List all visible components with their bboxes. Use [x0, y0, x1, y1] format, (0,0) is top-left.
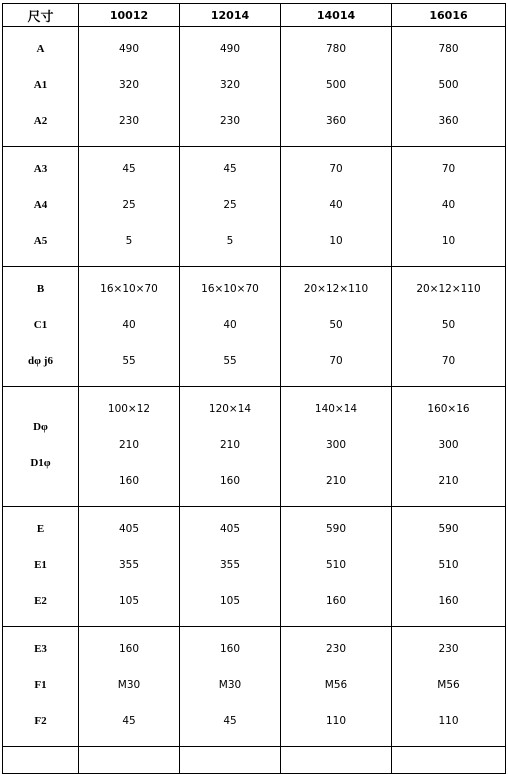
- dimension-value: 590: [325, 523, 347, 535]
- header-cell-10012: 10012: [79, 4, 180, 27]
- dimension-value: 25: [122, 199, 136, 211]
- dimension-label: F2: [34, 715, 47, 727]
- value-cell: [281, 27, 392, 147]
- value-cell: [392, 507, 506, 627]
- label-cell: [3, 267, 79, 387]
- value-cell: [180, 387, 281, 507]
- label-cell: [3, 27, 79, 147]
- table-row-group: [3, 627, 506, 747]
- dimension-value: 320: [219, 79, 241, 91]
- dimension-value: 40: [441, 199, 456, 211]
- dimension-value: 45: [122, 715, 136, 727]
- dimension-value: 110: [438, 715, 459, 727]
- value-cell: [392, 147, 506, 267]
- dimension-value: 5: [226, 235, 234, 247]
- dimension-value: 70: [329, 163, 343, 175]
- label-cell: [3, 147, 79, 267]
- value-cell: [392, 267, 506, 387]
- dimension-label: A3: [33, 163, 48, 175]
- dimension-label: dφ j6: [28, 355, 53, 367]
- dimension-value: 160: [438, 595, 459, 607]
- dimension-value: 10: [441, 235, 456, 247]
- dimension-value: 490: [219, 43, 241, 55]
- dimension-value: 70: [441, 163, 456, 175]
- dimension-value: 500: [325, 79, 347, 91]
- dimension-label: A2: [33, 115, 48, 127]
- dimension-label: A4: [33, 199, 48, 211]
- dimension-label: Dφ: [33, 421, 48, 433]
- dimension-value: 590: [438, 523, 459, 535]
- dimension-value: 360: [325, 115, 347, 127]
- value-cell: [79, 387, 180, 507]
- table-row-group: [3, 507, 506, 627]
- dimension-label: C1: [33, 319, 48, 331]
- value-cell: [281, 147, 392, 267]
- empty-cell: [3, 747, 79, 774]
- dimension-value: 490: [118, 43, 140, 55]
- dimension-value: 230: [325, 643, 347, 655]
- dimension-value: 780: [325, 43, 347, 55]
- value-cell: [79, 267, 180, 387]
- dimension-value: 780: [438, 43, 459, 55]
- dimension-label: A5: [33, 235, 48, 247]
- dimension-value: M30: [218, 679, 242, 691]
- dimension-value: 160: [219, 643, 241, 655]
- dimension-value: 55: [223, 355, 237, 367]
- dimension-label: E3: [34, 643, 47, 655]
- dimension-value: 500: [438, 79, 459, 91]
- header-cell-14014: 14014: [281, 4, 392, 27]
- label-cell: [3, 507, 79, 627]
- dimension-value: 230: [438, 643, 459, 655]
- dimension-label: B: [36, 283, 45, 295]
- dimension-value: 160: [219, 475, 241, 487]
- table-row-group: [3, 387, 506, 507]
- dimension-value: 230: [118, 115, 140, 127]
- dimension-value: 405: [118, 523, 140, 535]
- dimension-value: 45: [223, 715, 237, 727]
- dimension-value: 105: [219, 595, 241, 607]
- empty-cell: [281, 747, 392, 774]
- dimension-value: 110: [325, 715, 347, 727]
- value-cell: [79, 507, 180, 627]
- table-row-continued: [3, 747, 506, 774]
- dimension-label: A: [36, 43, 45, 55]
- dimension-label: E2: [34, 595, 47, 607]
- dimension-value: M56: [324, 679, 348, 691]
- dimension-value: 20×12×110: [303, 283, 369, 295]
- header-cell-size: 尺寸: [3, 4, 79, 27]
- dimension-value: 70: [329, 355, 343, 367]
- dimension-value: 55: [122, 355, 136, 367]
- label-cell: [3, 627, 79, 747]
- value-cell: [180, 147, 281, 267]
- dimension-value: 160: [118, 643, 140, 655]
- value-cell: [392, 27, 506, 147]
- value-cell: [79, 27, 180, 147]
- table-row-group: [3, 27, 506, 147]
- dimension-value: 320: [118, 79, 140, 91]
- dimension-value: 210: [118, 439, 140, 451]
- label-cell: [3, 387, 79, 507]
- value-cell: [180, 627, 281, 747]
- dimension-value: 510: [438, 559, 459, 571]
- dimension-value: 70: [441, 355, 456, 367]
- dimension-label: F1: [34, 679, 47, 691]
- value-cell: [392, 627, 506, 747]
- empty-cell: [180, 747, 281, 774]
- dimension-value: 140×14: [314, 403, 358, 415]
- dimension-value: 40: [223, 319, 237, 331]
- dimension-value: 5: [125, 235, 133, 247]
- dimension-value: 25: [223, 199, 237, 211]
- dimension-label: D1φ: [30, 457, 51, 469]
- dimension-value: 160×16: [427, 403, 470, 415]
- dimension-value: 40: [122, 319, 136, 331]
- dimension-label: A1: [33, 79, 48, 91]
- dimension-value: M56: [437, 679, 460, 691]
- dimension-value: 40: [329, 199, 343, 211]
- table-row-group: [3, 267, 506, 387]
- dimension-value: 355: [219, 559, 241, 571]
- dimension-value: 160: [118, 475, 140, 487]
- dimension-value: 230: [219, 115, 241, 127]
- header-cell-12014: 12014: [180, 4, 281, 27]
- dimension-value: 16×10×70: [100, 283, 158, 295]
- dimension-value: 210: [438, 475, 459, 487]
- dimension-value: 50: [441, 319, 456, 331]
- value-cell: [79, 147, 180, 267]
- empty-cell: [392, 747, 506, 774]
- value-cell: [281, 267, 392, 387]
- table-row-group: [3, 147, 506, 267]
- dimension-value: 300: [325, 439, 347, 451]
- header-cell-16016: 16016: [392, 4, 506, 27]
- dimension-value: 360: [438, 115, 459, 127]
- dimension-value: 300: [438, 439, 459, 451]
- dimension-table: [2, 3, 506, 774]
- dimension-label: E1: [34, 559, 47, 571]
- dimension-value: 10: [329, 235, 343, 247]
- empty-cell: [79, 747, 180, 774]
- dimension-value: 210: [325, 475, 347, 487]
- dimension-value: 50: [329, 319, 343, 331]
- dimension-value: 16×10×70: [201, 283, 259, 295]
- dimension-value: 355: [118, 559, 140, 571]
- dimension-value: 160: [325, 595, 347, 607]
- table-body: [3, 4, 506, 774]
- dimension-value: 45: [122, 163, 136, 175]
- dimension-value: 120×14: [208, 403, 252, 415]
- value-cell: [281, 387, 392, 507]
- dimension-value: 45: [223, 163, 237, 175]
- dimension-value: 105: [118, 595, 140, 607]
- value-cell: [281, 507, 392, 627]
- value-cell: [392, 387, 506, 507]
- value-cell: [281, 627, 392, 747]
- dimension-value: 20×12×110: [416, 283, 481, 295]
- value-cell: [180, 507, 281, 627]
- dimension-value: 100×12: [107, 403, 151, 415]
- dimension-value: M30: [117, 679, 141, 691]
- dimension-label: E: [36, 523, 45, 535]
- dimension-value: 510: [325, 559, 347, 571]
- value-cell: [79, 627, 180, 747]
- dimension-value: 405: [219, 523, 241, 535]
- value-cell: [180, 27, 281, 147]
- value-cell: [180, 267, 281, 387]
- header-row: [3, 4, 506, 27]
- dimension-value: 210: [219, 439, 241, 451]
